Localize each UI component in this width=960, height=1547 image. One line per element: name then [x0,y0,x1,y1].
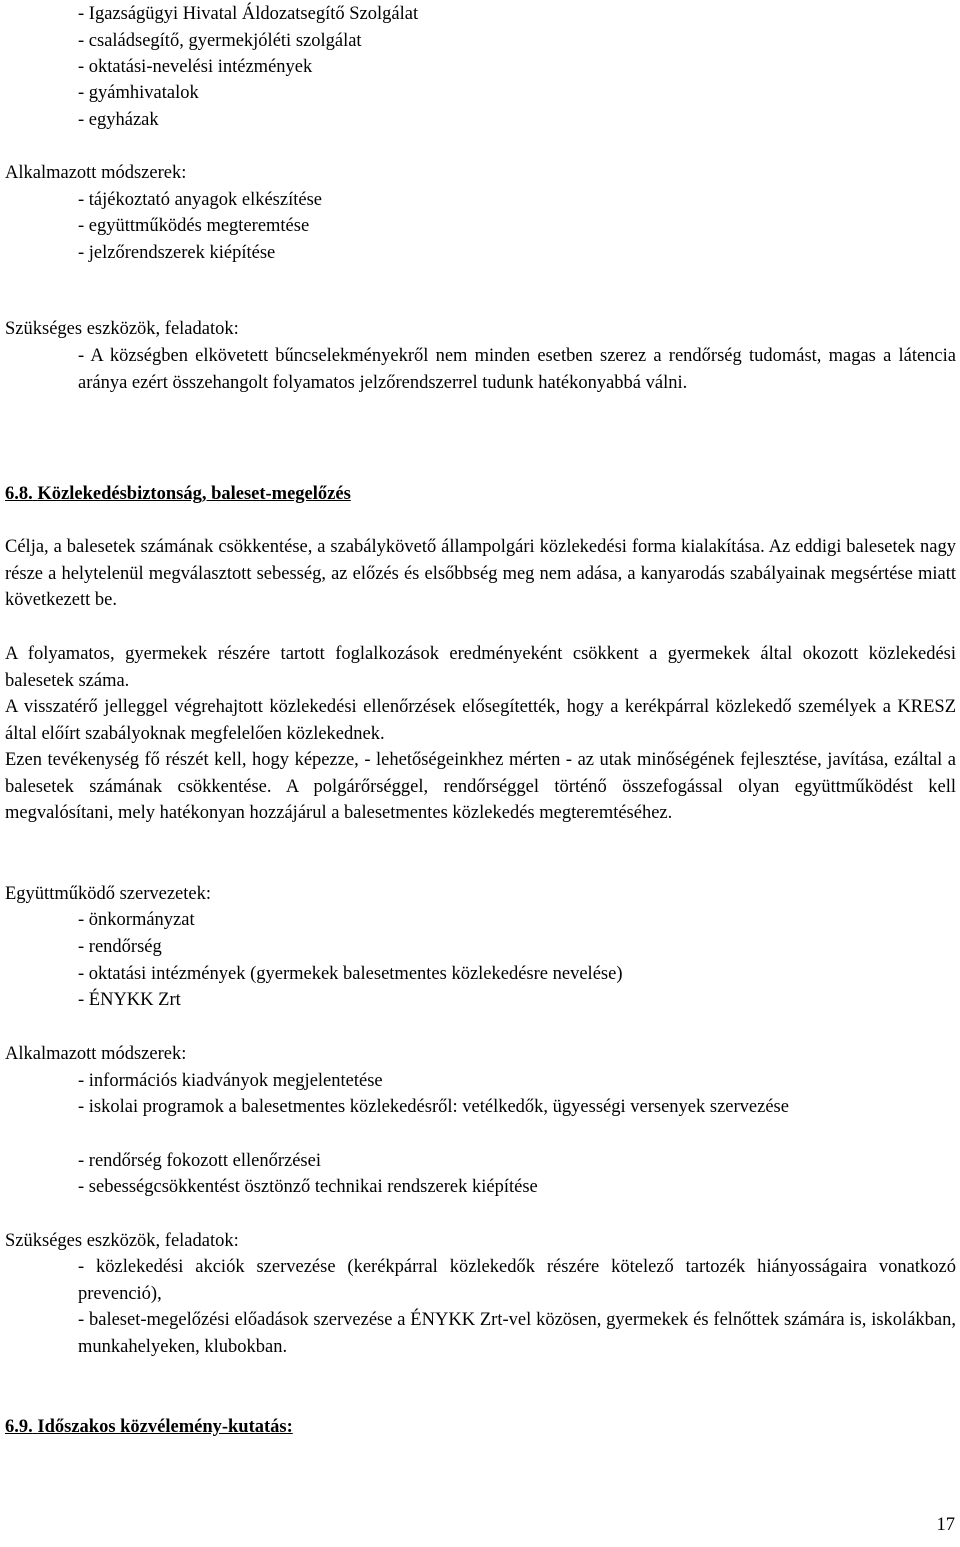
list-item: - iskolai programok a balesetmentes közlekedésről: vetélkedők, ügyességi versenyek szervezése [78,1097,789,1117]
list-item: - egyházak [78,110,159,130]
list-item: - oktatási-nevelési intézmények [78,57,313,77]
section-title: Közlekedésbiztonság, baleset-megelőzés [37,484,351,504]
list-item: - gyámhivatalok [78,83,199,103]
tools-label: Szükséges eszközök, feladatok: [5,319,239,339]
paragraph: Célja, a balesetek számának csökkentése, a szabálykövető állampolgári közlekedési forma kialakítása. Az eddigi balesetek nagy része a helytelenül megválasztott sebesség, az előzés és elsőbbség meg nem adása, a kanyarodás szabályainak megsértése miatt következett be. [5,537,956,610]
list-item: - családsegítő, gyermekjóléti szolgálat [78,31,362,51]
list-item: - közlekedési akciók szervezése (kerékpárral közlekedők részére kötelező tartozék hiányosságaira vonatkozó prevenció), [78,1257,956,1304]
section-number: 6.9. [5,1417,33,1437]
paragraph: A folyamatos, gyermekek részére tartott foglalkozások eredményeként csökkent a gyermekek által okozott közlekedési balesetek száma. [5,644,956,691]
list-item: - sebességcsökkentést ösztönző technikai rendszerek kiépítése [78,1177,538,1197]
section-number: 6.8. [5,484,33,504]
partners-label: Együttműködő szervezetek: [5,884,212,904]
methods-label: Alkalmazott módszerek: [5,1044,187,1064]
list-item: - önkormányzat [78,910,195,930]
list-item: - jelzőrendszerek kiépítése [78,243,276,263]
tools-paragraph: - A községben elkövetett bűncselekményekről nem minden esetben szerez a rendőrség tudomást, magas a látencia aránya ezért összehangolt folyamatos jelzőrendszerrel tudunk hatékonyabbá válni. [78,346,956,393]
section-heading [5,1414,956,1441]
list-item: - tájékoztató anyagok elkészítése [78,190,322,210]
section-title: Időszakos közvélemény-kutatás: [37,1417,293,1437]
methods-label: Alkalmazott módszerek: [5,163,187,183]
paragraph: A visszatérő jelleggel végrehajtott közlekedési ellenőrzések elősegítették, hogy a kerékpárral közlekedő személyek a KRESZ által előírt szabályoknak megfelelően közlekednek. [5,697,956,744]
list-item: - rendőrség fokozott ellenőrzései [78,1151,321,1171]
list-item: - együttműködés megteremtése [78,216,310,236]
list-item: - ÉNYKK Zrt [78,990,181,1010]
tools-label: Szükséges eszközök, feladatok: [5,1231,239,1251]
list-item: - baleset-megelőzési előadások szervezése a ÉNYKK Zrt-vel közösen, gyermekek és felnőttek számára is, iskolákban, munkahelyeken, klubokban. [78,1310,956,1357]
list-item: - információs kiadványok megjelentetése [78,1071,383,1091]
list-item: - oktatási intézmények (gyermekek balesetmentes közlekedésre nevelése) [78,964,623,984]
list-item: - rendőrség [78,937,162,957]
page-number: 17 [936,1515,955,1535]
list-item: - Igazságügyi Hivatal Áldozatsegítő Szolgálat [78,4,419,24]
section-heading [5,481,956,508]
paragraph: Ezen tevékenység fő részét kell, hogy képezze, - lehetőségeinkhez mérten - az utak minőségének fejlesztése, javítása, ezáltal a balesetek számának csökkentése. A polgárőrséggel, rendőrséggel történő összefogással olyan együttműködést kell megvalósítani, mely hatékonyan hozzájárul a balesetmentes közlekedés megteremtéséhez. [5,750,956,823]
